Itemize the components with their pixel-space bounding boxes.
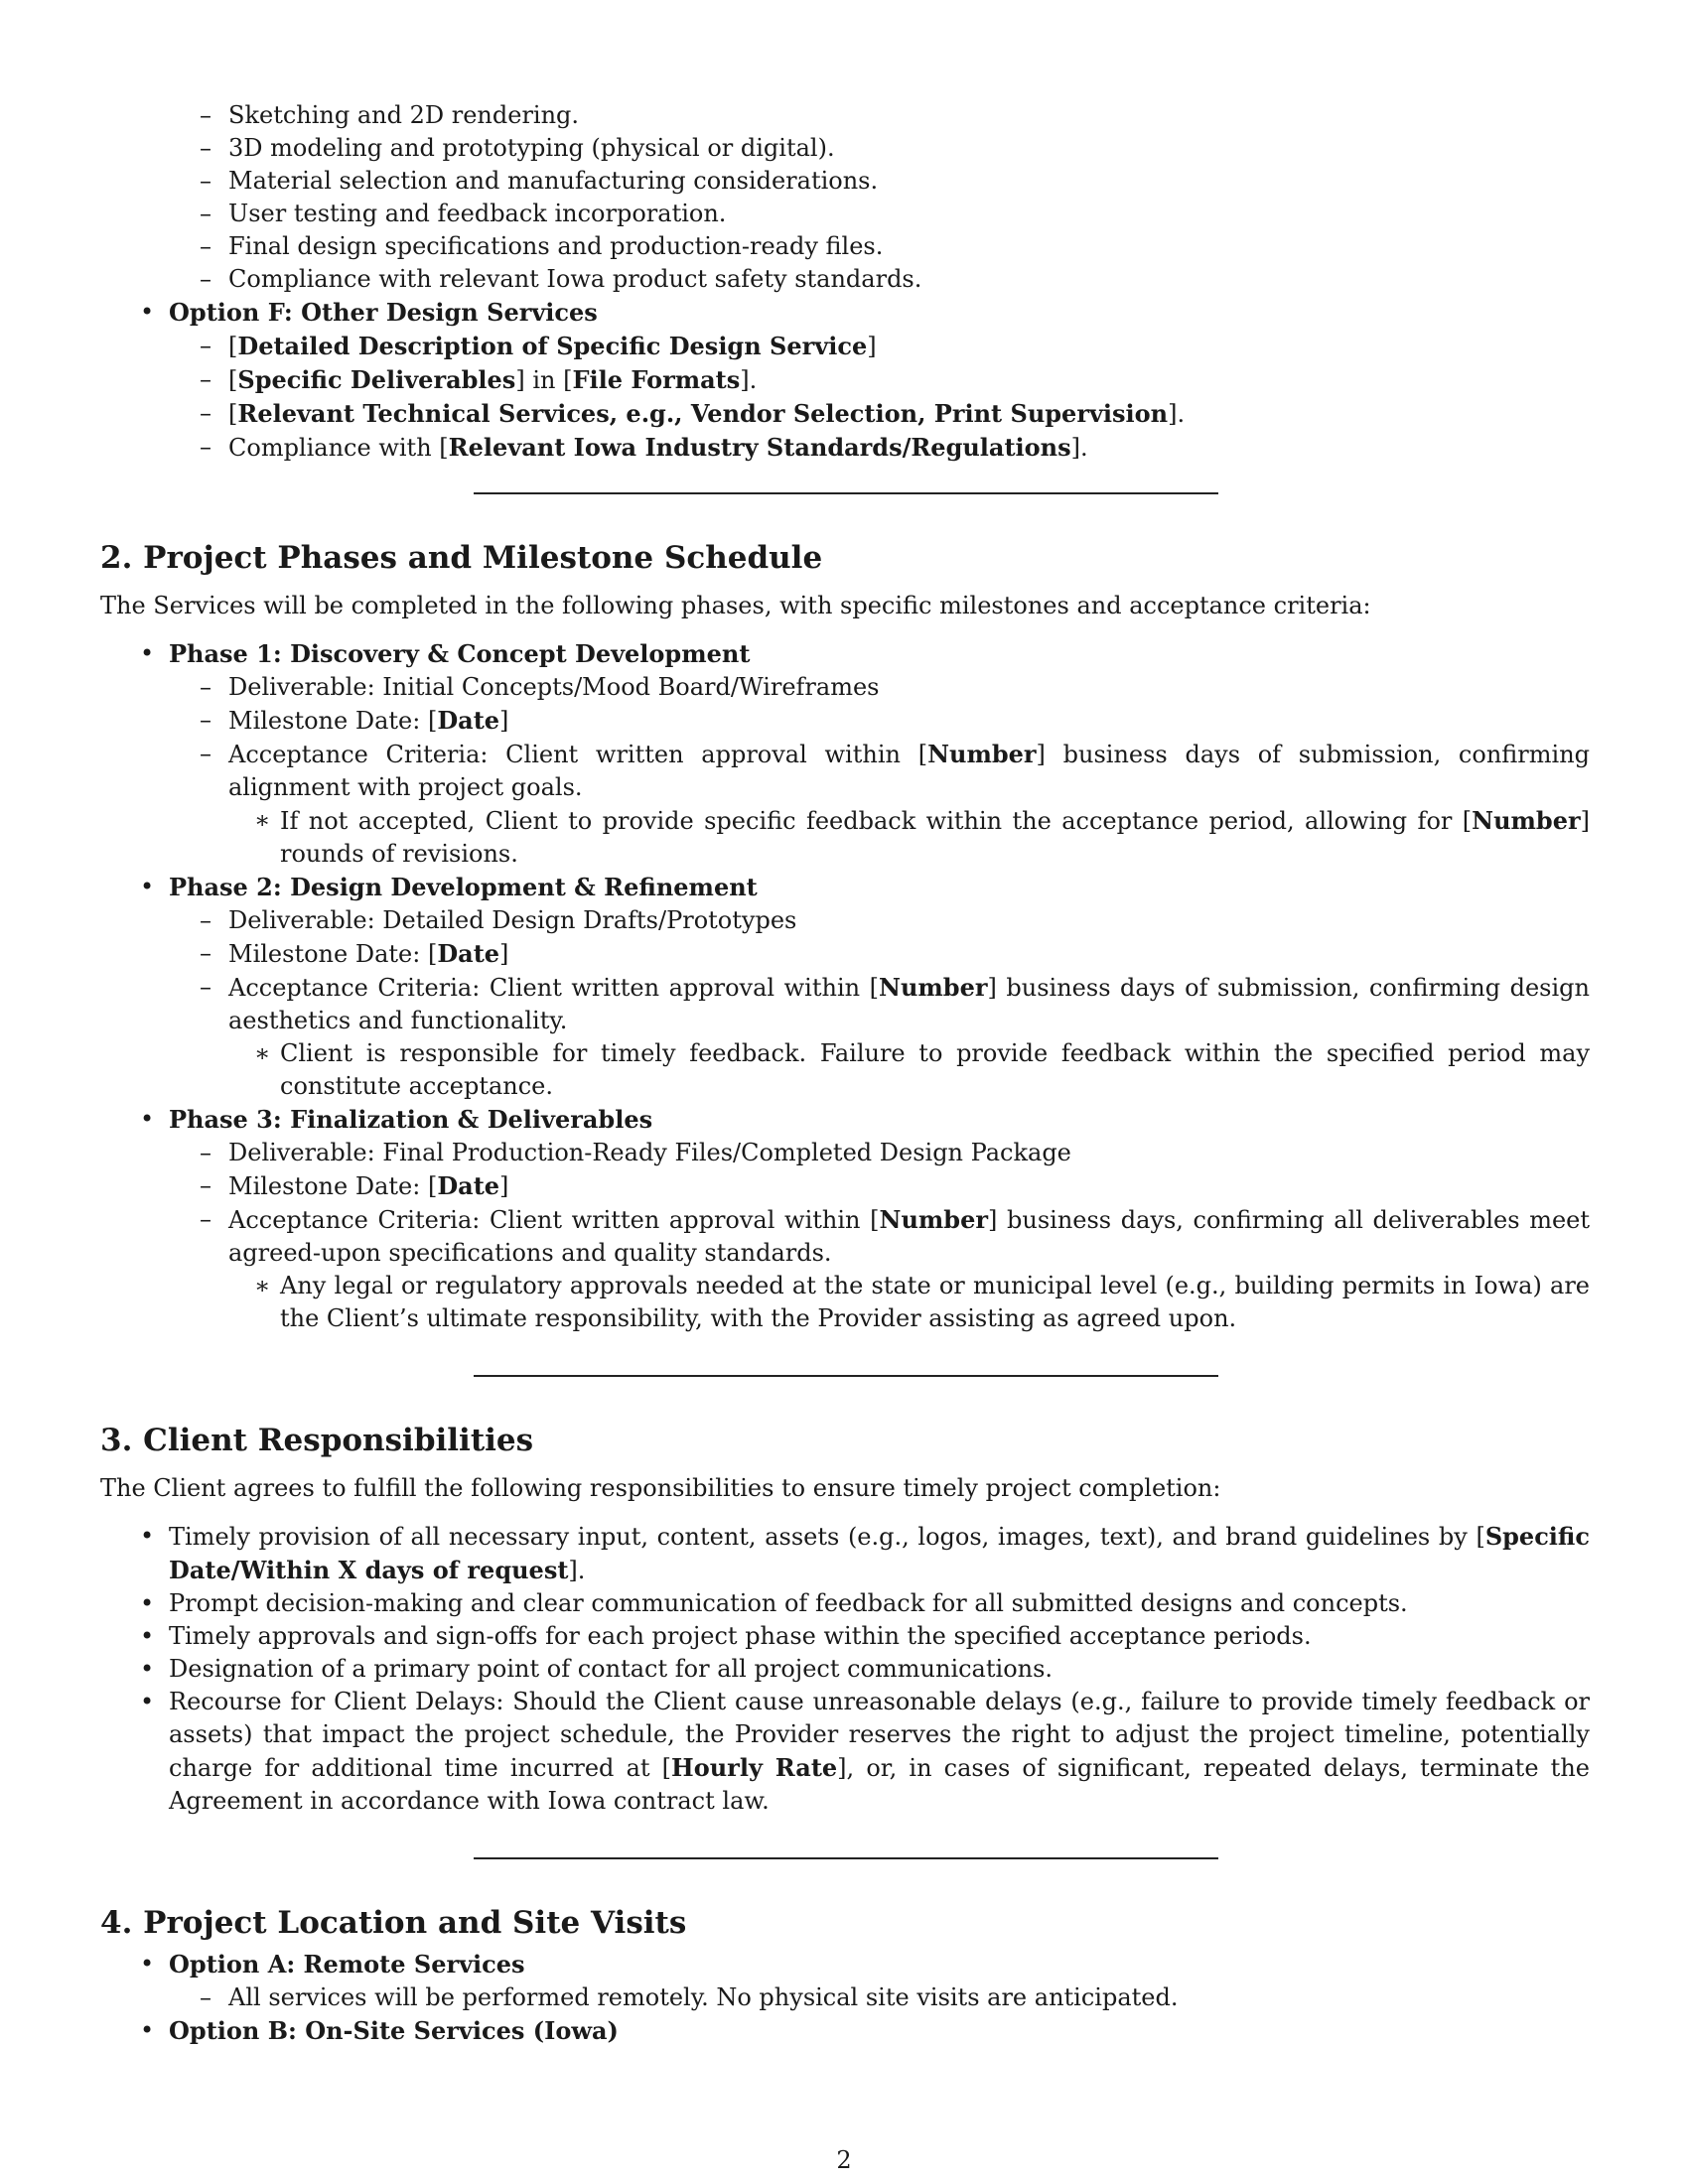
list-item: – Material selection and manufacturing considerations. <box>200 167 879 195</box>
option-f-list <box>100 296 1590 465</box>
option-a-item: • Option A: Remote Services – All services will be performed remotely. No physical site visits are anticipated. <box>100 1948 1590 2014</box>
responsibilities-list <box>100 1520 1590 1818</box>
section-heading: 3. Client Responsibilities <box>100 1423 534 1458</box>
phase-3: • Phase 3: Finalization & Deliverables – Deliverable: Final Production-Ready Files/Completed Design Package – Milestone Date: [Date] – Acceptance Criteria: Client written approval within [Number] business days, confirming all deliverables meet agreed-upon specifications and quality standards. ∗ Any legal or regulatory approvals needed at the state or municipal level (e.g., building permits in Iowa) are the Client’s ultimate responsibility, with the Provider assisting as agreed upon. <box>100 1103 1590 1335</box>
list-item: – [Detailed Description of Specific Design Service] <box>200 332 877 360</box>
page-number: 2 <box>836 2146 852 2174</box>
section-divider <box>474 1375 1218 1377</box>
list-item: – All services will be performed remotely. No physical site visits are anticipated. <box>200 1983 1179 2011</box>
section-heading: 4. Project Location and Site Visits <box>100 1905 687 1941</box>
list-item: – Compliance with relevant Iowa product safety standards. <box>200 265 922 293</box>
section-divider <box>474 492 1218 494</box>
list-item: ∗ Any legal or regulatory approvals needed at the state or municipal level (e.g., building permits in Iowa) are the Client’s ultimate responsibility, with the Provider assisting as agreed upon. <box>254 1272 1590 1332</box>
list-item: – Compliance with [Relevant Iowa Industry Standards/Regulations]. <box>200 433 1088 462</box>
option-b-item: • Option B: On-Site Services (Iowa) <box>140 2016 619 2045</box>
list-item: • Recourse for Client Delays: Should the Client cause unreasonable delays (e.g., failure to provide timely feedback or assets) that impact the project schedule, the Provider reserves the right to adjust the project timeline, potentially charge for additional time incurred at [Hourly Rate], or, in cases of significant, repeated delays, terminate the Agreement in accordance with Iowa contract law. <box>140 1688 1590 1815</box>
list-item: – Acceptance Criteria: Client written approval within [Number] business days of submission, confirming design aesthetics and functionality. ∗ Client is responsible for timely feedback. Failure to provide feedback within the specified period may constitute acceptance. <box>169 971 1590 1103</box>
section-divider <box>474 1857 1218 1859</box>
list-item: – [Specific Deliverables] in [File Formats]. <box>200 365 758 394</box>
list-item: – Sketching and 2D rendering. <box>200 101 580 129</box>
phases-list <box>100 637 1590 1335</box>
list-item: – [Relevant Technical Services, e.g., Vendor Selection, Print Supervision]. <box>200 399 1186 428</box>
phase-1: • Phase 1: Discovery & Concept Development – Deliverable: Initial Concepts/Mood Board/Wireframes – Milestone Date: [Date] – Acceptance Criteria: Client written approval within [Number] business days of submission, confirming alignment with project goals. ∗ If not accepted, Client to provide specific feedback within the acceptance period, allowing for [Number] rounds of revisions. <box>100 637 1590 871</box>
list-item: – Final design specifications and production-ready files. <box>200 232 884 260</box>
list-item: – Acceptance Criteria: Client written approval within [Number] business days of submission, confirming alignment with project goals. ∗ If not accepted, Client to provide specific feedback within the acceptance period, allowing for [Number] rounds of revisions. <box>169 738 1590 871</box>
list-item: ∗ Client is responsible for timely feedback. Failure to provide feedback within the specified period may constitute acceptance. <box>254 1039 1590 1100</box>
list-item: • Designation of a primary point of contact for all project communications. <box>140 1655 1054 1683</box>
list-item: – Acceptance Criteria: Client written approval within [Number] business days, confirming all deliverables meet agreed-upon specifications and quality standards. ∗ Any legal or regulatory approvals needed at the state or municipal level (e.g., building permits in Iowa) are the Client’s ultimate responsibility, with the Provider assisting as agreed upon. <box>169 1203 1590 1335</box>
list-item: – User testing and feedback incorporation. <box>200 200 727 227</box>
section-intro: The Services will be completed in the following phases, with specific milestones and acceptance criteria: <box>100 592 1371 619</box>
list-item: – 3D modeling and prototyping (physical or digital). <box>200 134 835 162</box>
section-heading: 2. Project Phases and Milestone Schedule <box>100 540 823 576</box>
list-item: – Deliverable: Detailed Design Drafts/Prototypes <box>200 906 797 934</box>
continuation-list <box>100 99 1590 296</box>
location-options-list <box>100 1948 1590 2048</box>
document-page <box>100 99 1590 2048</box>
list-item: – Deliverable: Final Production-Ready Files/Completed Design Package <box>200 1139 1071 1166</box>
list-item: ∗ If not accepted, Client to provide specific feedback within the acceptance period, allowing for [Number] rounds of revisions. <box>254 806 1590 868</box>
list-item: – Milestone Date: [Date] <box>200 706 509 735</box>
section-intro: The Client agrees to fulfill the following responsibilities to ensure timely project completion: <box>100 1474 1221 1502</box>
list-item: – Milestone Date: [Date] <box>200 1171 509 1200</box>
list-item: • Prompt decision-making and clear communication of feedback for all submitted designs and concepts. <box>140 1589 1408 1617</box>
list-item: • Timely provision of all necessary input, content, assets (e.g., logos, images, text), and brand guidelines by [Specific Date/Within X days of request]. <box>140 1522 1590 1584</box>
phase-2: • Phase 2: Design Development & Refinement – Deliverable: Detailed Design Drafts/Prototypes – Milestone Date: [Date] – Acceptance Criteria: Client written approval within [Number] business days of submission, confirming design aesthetics and functionality. ∗ Client is responsible for timely feedback. Failure to provide feedback within the specified period may constitute acceptance. <box>100 871 1590 1103</box>
option-f-item: • Option F: Other Design Services – [Detailed Description of Specific Design Service] – [Specific Deliverables] in [File Formats]. – [Relevant Technical Services, e.g., Vendor Selection, Print Supervision]. – Compliance with [Relevant Iowa Industry Standards/Regulations]. <box>100 296 1590 465</box>
list-item: – Milestone Date: [Date] <box>200 939 509 968</box>
list-item: • Timely approvals and sign-offs for each project phase within the specified acceptance periods. <box>140 1622 1312 1650</box>
list-item: – Deliverable: Initial Concepts/Mood Board/Wireframes <box>200 673 880 701</box>
